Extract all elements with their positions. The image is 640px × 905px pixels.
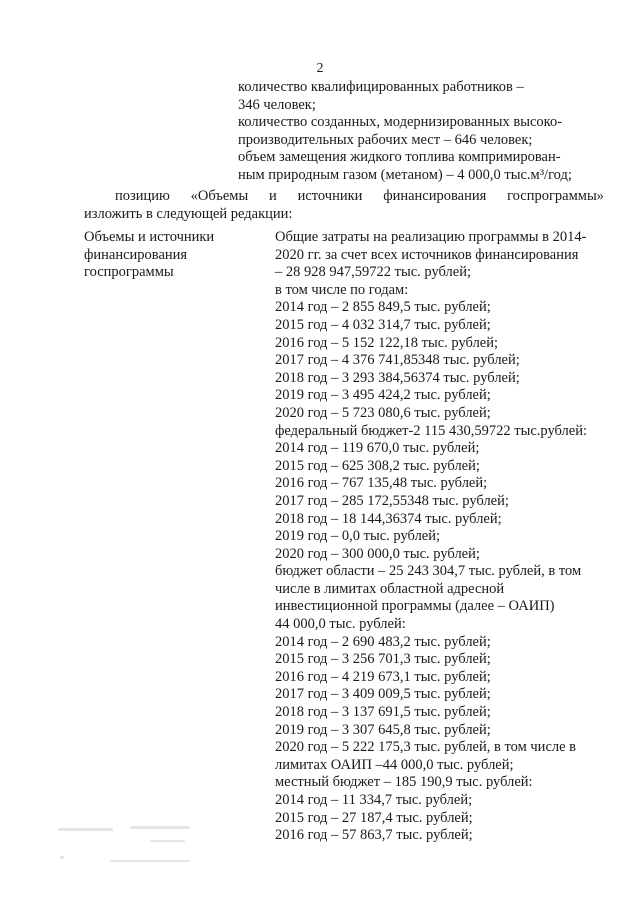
instruction-word: госпрограммы» [507, 188, 604, 204]
instruction-line-2: изложить в следующей редакции: [84, 205, 293, 222]
funding-line: 2017 год – 3 409 009,5 тыс. рублей; [275, 686, 491, 703]
funding-line: 2019 год – 3 307 645,8 тыс. рублей; [275, 721, 491, 738]
funding-details [275, 229, 620, 845]
scan-smudge [110, 860, 190, 862]
funding-line: 2016 год – 5 152 122,18 тыс. рублей; [275, 334, 499, 351]
funding-line: 2019 год – 0,0 тыс. рублей; [275, 528, 441, 545]
funding-line: 44 000,0 тыс. рублей: [275, 616, 406, 633]
funding-line: местный бюджет – 185 190,9 тыс. рублей: [275, 774, 533, 791]
text-line: количество созданных, модернизированных высоко- [238, 114, 563, 131]
position-label [84, 229, 264, 282]
funding-line: – 28 928 947,59722 тыс. рублей; [275, 264, 471, 281]
funding-line: 2018 год – 3 137 691,5 тыс. рублей; [275, 704, 491, 721]
amendment-instruction [84, 188, 604, 223]
funding-line: 2016 год – 57 863,7 тыс. рублей; [275, 827, 473, 844]
funding-line: 2014 год – 119 670,0 тыс. рублей; [275, 440, 480, 457]
funding-line: 2016 год – 767 135,48 тыс. рублей; [275, 475, 488, 492]
text-line: производительных рабочих мест – 646 человек; [238, 131, 533, 148]
funding-line: 2017 год – 4 376 741,85348 тыс. рублей; [275, 352, 520, 369]
funding-line: 2015 год – 3 256 701,3 тыс. рублей; [275, 651, 491, 668]
funding-line: числе в лимитах областной адресной [275, 580, 505, 597]
instruction-line-1 [84, 188, 604, 206]
text-line: количество квалифицированных работников – [238, 79, 524, 95]
funding-line: бюджет области – 25 243 304,7 тыс. рублей, в том [275, 563, 582, 580]
funding-line: 2020 год – 5 723 080,6 тыс. рублей; [275, 404, 491, 421]
text-line: 346 человек; [238, 96, 316, 113]
text-line: ным природным газом (метаном) – 4 000,0 тыс.м³/год; [238, 166, 572, 183]
funding-line: 2016 год – 4 219 673,1 тыс. рублей; [275, 668, 491, 685]
funding-line: 2015 год – 625 308,2 тыс. рублей; [275, 457, 480, 474]
funding-line: 2015 год – 4 032 314,7 тыс. рублей; [275, 316, 491, 333]
funding-line: 2020 год – 300 000,0 тыс. рублей; [275, 545, 480, 562]
funding-line: 2018 год – 18 144,36374 тыс. рублей; [275, 510, 502, 527]
label-line: финансирования [84, 246, 188, 263]
instruction-word: и [269, 188, 277, 204]
funding-line: 2014 год – 11 334,7 тыс. рублей; [275, 792, 473, 808]
funding-line: 2020 год – 5 222 175,3 тыс. рублей, в том числе в [275, 739, 577, 756]
label-line: госпрограммы [84, 264, 174, 281]
funding-line: 2014 год – 2 690 483,2 тыс. рублей; [275, 633, 491, 650]
scan-smudge [150, 840, 185, 842]
funding-line: лимитах ОАИП –44 000,0 тыс. рублей; [275, 756, 514, 773]
instruction-word: «Объемы [190, 188, 249, 204]
indicators-continuation [238, 79, 618, 185]
scan-smudge [60, 856, 64, 859]
label-line: Объемы и источники [84, 229, 215, 245]
text-line: объем замещения жидкого топлива компримирован- [238, 149, 561, 166]
funding-line: федеральный бюджет-2 115 430,59722 тыс.рублей: [275, 422, 587, 439]
scan-smudge [58, 828, 113, 831]
funding-line: инвестиционной программы (далее – ОАИП) [275, 598, 555, 615]
funding-line: 2020 гг. за счет всех источников финансирования [275, 246, 579, 263]
scan-smudge [130, 826, 190, 829]
funding-line: 2018 год – 3 293 384,56374 тыс. рублей; [275, 369, 520, 386]
funding-line: 2015 год – 27 187,4 тыс. рублей; [275, 809, 473, 826]
instruction-word: источники [297, 188, 363, 204]
funding-line: 2017 год – 285 172,55348 тыс. рублей; [275, 492, 509, 509]
funding-line: 2014 год – 2 855 849,5 тыс. рублей; [275, 299, 491, 316]
funding-line: Общие затраты на реализацию программы в 2014- [275, 229, 587, 245]
funding-line: в том числе по годам: [275, 281, 409, 298]
instruction-word: позицию [115, 188, 170, 204]
instruction-word: финансирования [383, 188, 487, 204]
page-number: 2 [316, 61, 324, 76]
funding-line: 2019 год – 3 495 424,2 тыс. рублей; [275, 387, 491, 404]
